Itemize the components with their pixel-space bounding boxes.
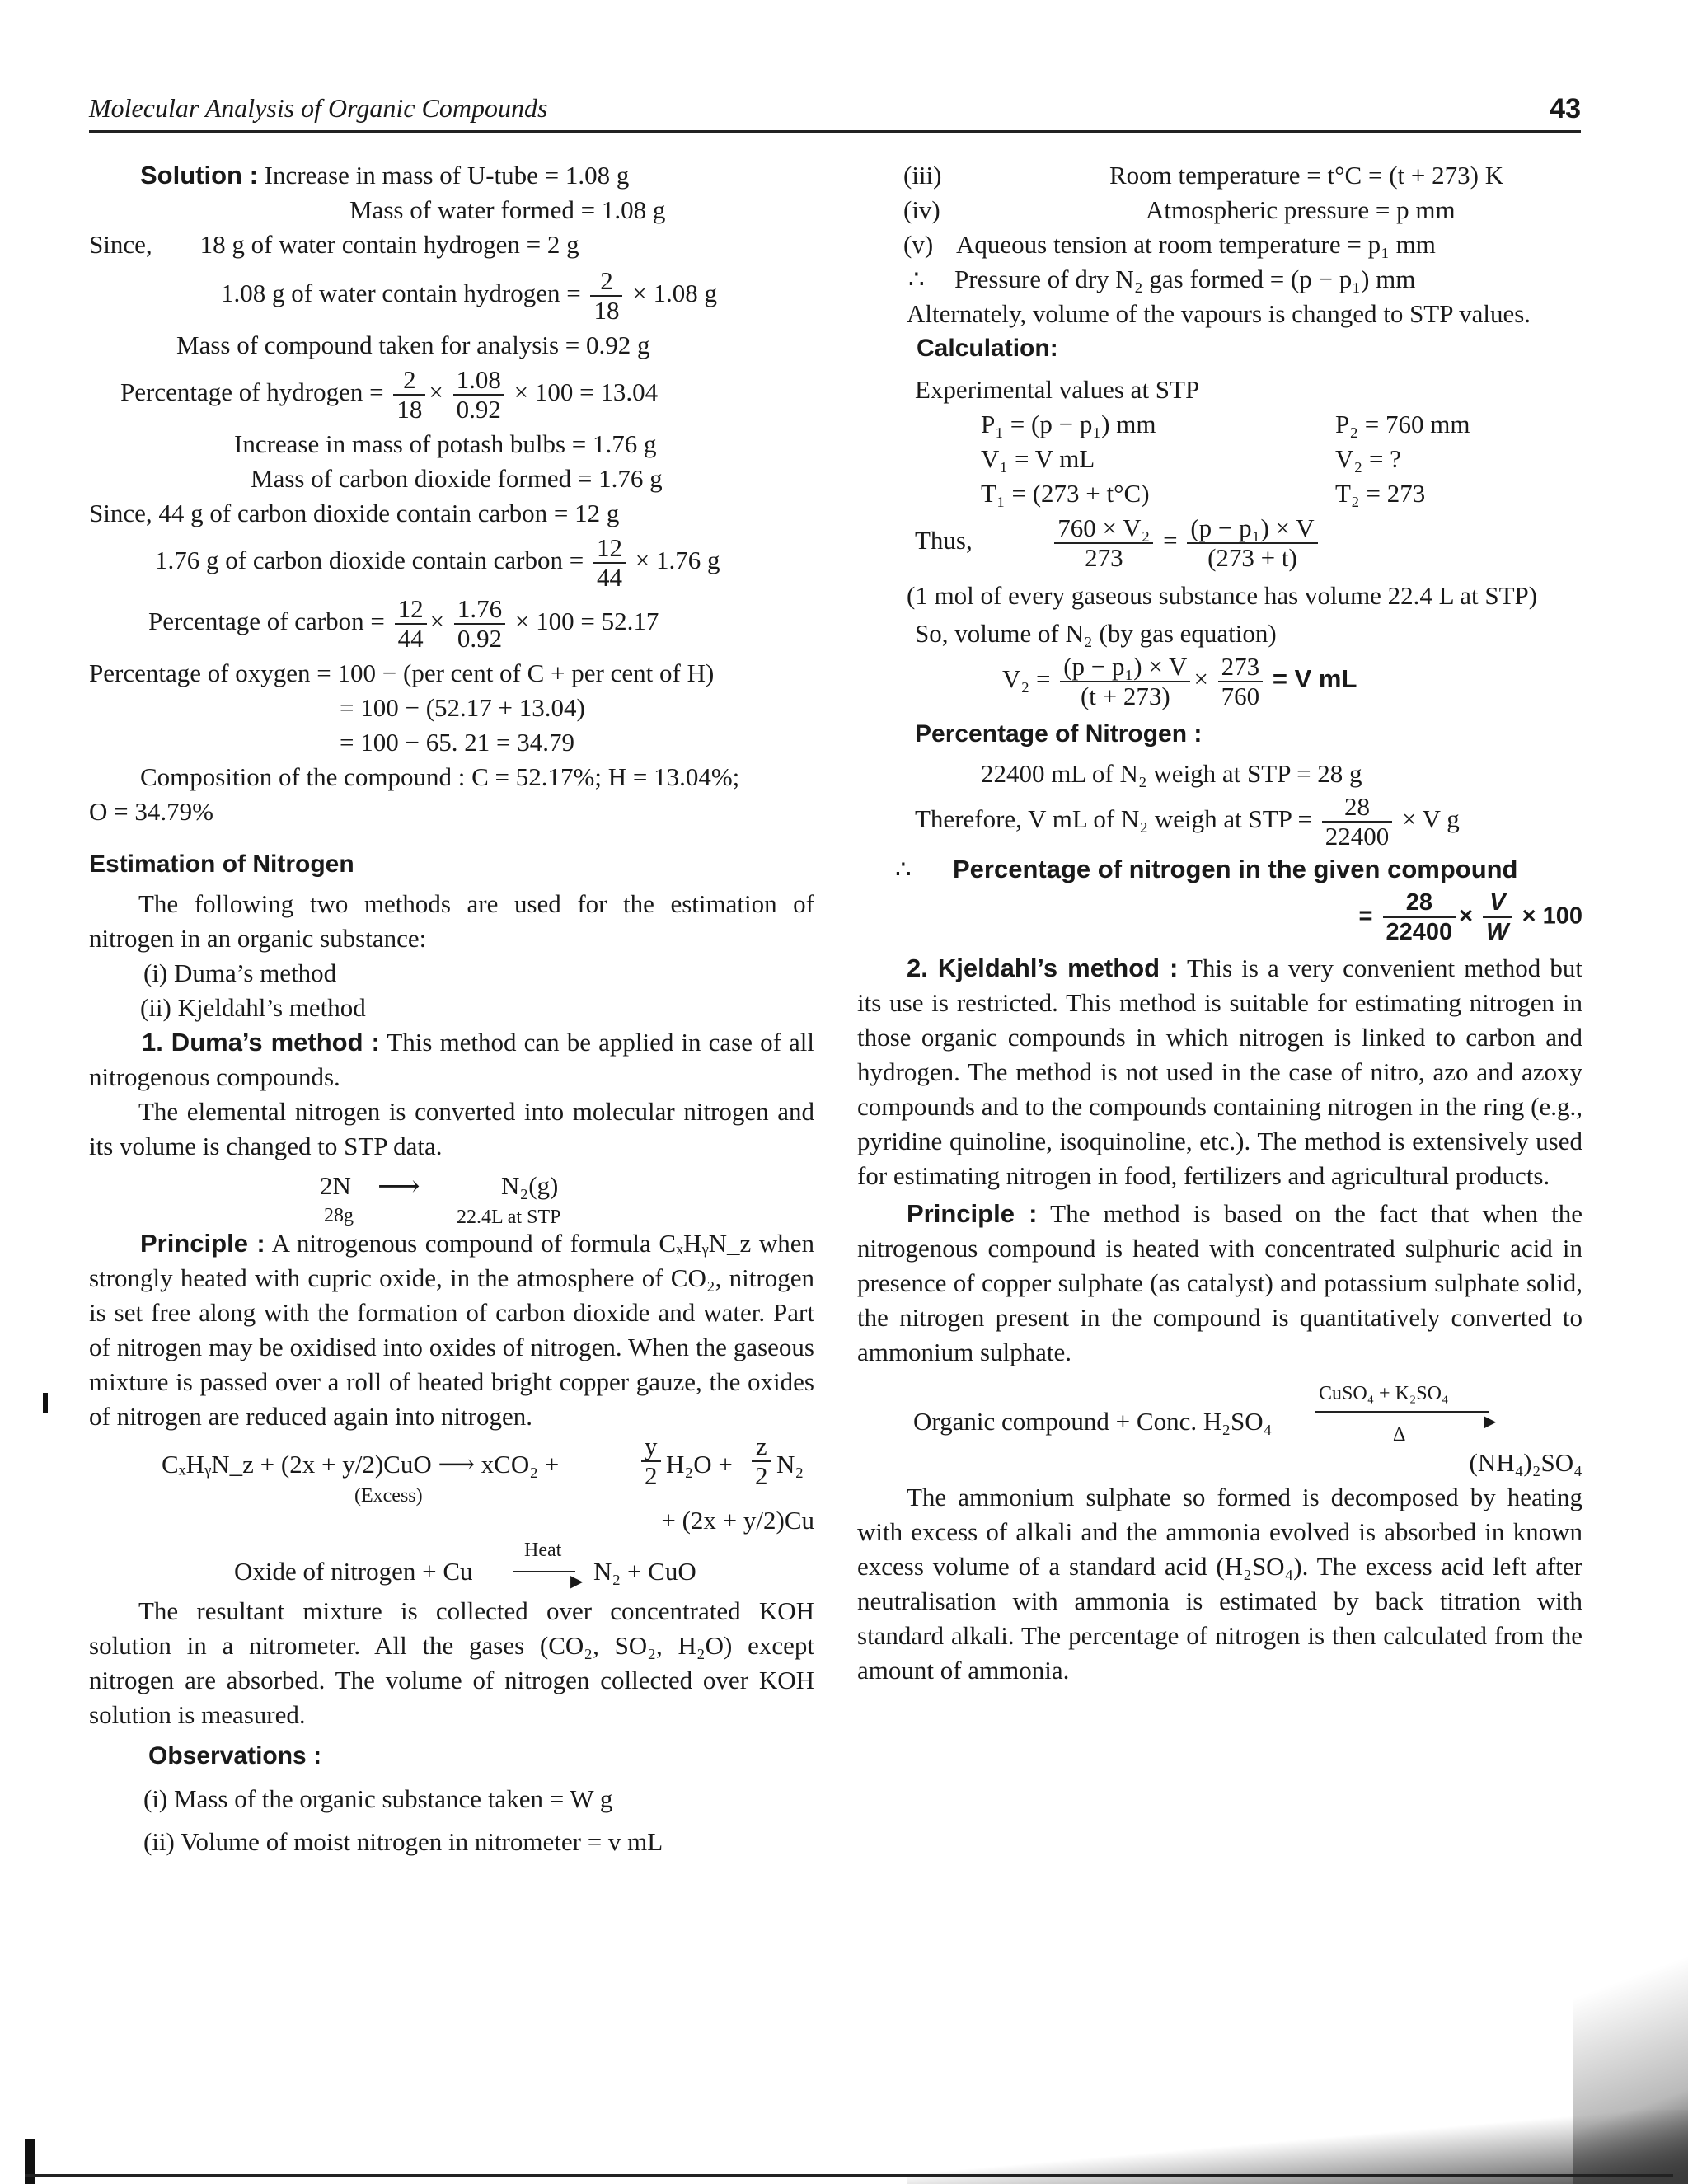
- arrow: [513, 1571, 575, 1572]
- text-line: × 100 = 13.04: [513, 377, 659, 407]
- text-line: Thus,: [915, 526, 973, 555]
- list-item: (i) Duma’s method: [143, 958, 337, 987]
- result: = V mL: [1272, 664, 1357, 694]
- fraction: $\frac{y}{2}$: [641, 1432, 661, 1490]
- text-line: × V g: [1402, 804, 1460, 834]
- reaction-equation: [89, 1432, 814, 1538]
- table-cell: T₂ = 273: [1335, 479, 1426, 508]
- section-heading: Observations :: [148, 1742, 322, 1769]
- arrow: [1315, 1411, 1489, 1413]
- text-line: Composition of the compound : C = 52.17%; H = 13.04%;: [140, 762, 740, 791]
- list-marker: (v): [903, 230, 934, 259]
- bottom-rule: [25, 2174, 1673, 2177]
- reaction-text: N₂: [776, 1450, 804, 1479]
- subsection-heading: 1. Duma’s method :: [142, 1028, 380, 1057]
- table-cell: V₂ = ?: [1335, 444, 1401, 473]
- text-line: V₂ =: [1002, 664, 1051, 694]
- text-line: Percentage of nitrogen in the given compound: [953, 855, 1518, 883]
- volume-label: 22.4L at STP: [457, 1207, 561, 1228]
- text-line: So, volume of N₂ (by gas equation): [915, 619, 1277, 648]
- product: N₂(g): [501, 1171, 559, 1200]
- text-line: Increase in mass of potash bulbs = 1.76 g: [234, 429, 657, 458]
- arrow: ⟶: [377, 1169, 420, 1202]
- catalyst-label: CuSO₄ + K₂SO₄: [1319, 1383, 1449, 1404]
- fraction: $\frac{28}{22400}$: [1383, 888, 1456, 946]
- subsection-heading: 2. Kjeldahl’s method :: [907, 954, 1179, 982]
- list-item: (ii) Volume of moist nitrogen in nitrometer = v mL: [143, 1827, 663, 1856]
- page-number: 43: [1550, 93, 1581, 124]
- reaction-equation: [89, 1540, 814, 1589]
- therefore-symbol: ∴: [908, 265, 925, 293]
- mass-label: 28g: [324, 1205, 354, 1226]
- text-line: Room temperature = t°C = (t + 273) K: [1109, 161, 1504, 190]
- text-line: Mass of carbon dioxide formed = 1.76 g: [251, 464, 663, 493]
- reaction-text: H₂O +: [666, 1450, 733, 1479]
- equals: =: [1163, 526, 1178, 555]
- text-line: Therefore, V mL of N₂ weigh at STP =: [915, 804, 1312, 834]
- text-line: × 1.76 g: [635, 546, 720, 575]
- text-line: 18 g of water contain hydrogen = 2 g: [199, 230, 579, 259]
- excess-label: (Excess): [354, 1485, 423, 1507]
- table-cell: V₁ = V mL: [981, 444, 1095, 473]
- text-line: × 100 = 52.17: [514, 607, 659, 636]
- reaction-equation: [857, 1376, 1582, 1475]
- text-line: Experimental values at STP: [915, 375, 1200, 404]
- fraction: $\frac{1.08}{0.92}$: [453, 366, 504, 424]
- paragraph: The following two methods are used for the estimation of nitrogen in an organic substance:: [89, 889, 814, 953]
- text-line: Mass of water formed = 1.08 g: [349, 195, 666, 224]
- paragraph: A nitrogenous compound of formula CₓHᵧN_z when strongly heated with cupric oxide, in the atmosphere of CO₂, nitrogen is set free along with the formation of carbon dioxide and water. Part of nitrogen may be oxidised into oxides of nitrogen. When the gaseous mixture is passed over a roll of heated bright copper gauze, the oxides of nitrogen are reduced again into nitrogen.: [89, 1229, 814, 1431]
- arrow-head: ▶: [1484, 1413, 1497, 1431]
- fraction: $\frac{2}{18}$: [590, 267, 622, 325]
- text-line: Atmospheric pressure = p mm: [1146, 195, 1456, 224]
- equals: =: [1358, 902, 1373, 930]
- left-column: Solution : Increase in mass of U-tube = 1.08 g Mass of water formed = 1.08 g Since, 18 g of water contain hydrogen = 2 g 1.08 g of water contain hydrogen = $\frac{2}{18}$ × 1.08 g Mass of compound taken for analysis = 0.92 g Percentage of hydrogen = $\frac{2}{18}$ × $\frac{1.08}{0.92}$ × 100 = 13.04 Increase in mass of potash bulbs = 1.76 g Mass of carbon dioxide formed = 1.76 g Since, 44 g of carbon dioxide contain carbon = 12 g 1.76 g of carbon dioxide contain carbon = $\frac{12}{44}$ × 1.76 g Percentage of carbon = $\frac{12}{44}$ × $\frac{1.76}{0.92}$ × 100 = 52.17 Percentage of oxygen = 100 − (per cent of C + per cent of H) = 100 − (52.17 + 13.04) = 100 − 65. 21 = 34.79 Composition of the compound : C = 52.17%; H = 13.04%; O = 34.79% Estimation of Nitrogen The following two methods are used for the estimation of nitrogen in an organic substance: (i) Duma’s method (ii) Kjeldahl’s method 1. Duma’s method : This method can be applied in case of all nitrogenous compounds. The elemental nitrogen is converted into molecular nitrogen and its volume is changed to STP data. 2N ⟶ N₂(g) 28g 22.4L at STP Principle : A nitrogenous compound of formula CₓHᵧN_z when strongly heated with cupric oxide, in the atmosphere of CO₂, nitrogen is set free along with the formation of carbon dioxide and water. Part of nitrogen may be oxidised into oxides of nitrogen. When the gaseous mixture is passed over a roll of heated bright copper gauze, the oxides of nitrogen are reduced again into nitrogen. CₓHᵧN_z + (2x + y/2)CuO ⟶ xCO₂ + $\frac{y}{2}$ H₂O + $\frac{z}{2}$ N₂ (Excess) + (2x + y/2)Cu Oxide of nitrogen + Cu Heat ▶ N₂ + CuO The resultant mixture is collected over concentrated KOH solution in a nitrometer. All the gases (CO₂, SO₂, H₂O) except nitrogen are absorbed. The volume of nitrogen collected over KOH solution is measured. Observations : (i) Mass of the organic substance taken = W g (ii) Volume of moist nitrogen in nitrometer = v mL: [89, 158, 814, 1859]
- paragraph: The elemental nitrogen is converted into molecular nitrogen and its volume is changed to STP data.: [89, 1097, 814, 1160]
- fraction: $\frac{\text{760 × V₂}}{273}$: [1054, 514, 1153, 572]
- reactant: 2N: [320, 1171, 351, 1200]
- list-marker: (iii): [903, 161, 942, 190]
- fraction: $\frac{1.76}{0.92}$: [454, 595, 505, 653]
- table-cell: P₁ = (p − p₁) mm: [981, 410, 1156, 438]
- reaction-text: CₓHᵧN_z + (2x + y/2)CuO ⟶ xCO₂ +: [162, 1450, 560, 1479]
- fraction: $\frac{273}{760}$: [1218, 653, 1264, 710]
- paragraph: The ammonium sulphate so formed is decomposed by heating with excess of alkali and the ammonia evolved is absorbed in known excess volume of a standard acid (H₂SO₄). The excess acid left after neutralisation with ammonia is estimated by back titration with standard alkali. The percentage of nitrogen is then calculated from the amount of ammonia.: [857, 1483, 1582, 1685]
- fraction: $\frac{V}{W}$: [1483, 888, 1512, 946]
- page-shadow-bottom: [907, 2110, 1688, 2184]
- reaction-text: Oxide of nitrogen + Cu: [234, 1557, 473, 1586]
- paragraph: This is a very convenient method but its use is restricted. This method is suitable for estimating nitrogen in those organic compounds in which nitrogen is linked to carbon and hydrogen. The method is not used in the case of nitro, azo and azoxy compounds and to the compounds containing nitrogen in the ring (e.g., pyridine quinoline, isoquinoline, etc.). The method is extensively used for estimating nitrogen in food, fertilizers and agricultural products.: [857, 954, 1582, 1190]
- table-cell: T₁ = (273 + t°C): [981, 479, 1150, 508]
- reaction-text: + (2x + y/2)Cu: [661, 1506, 814, 1535]
- text-line: Pressure of dry N₂ gas formed = (p − p₁) mm: [954, 265, 1416, 293]
- heat-label: Heat: [524, 1540, 562, 1561]
- paragraph: Alternately, volume of the vapours is changed to STP values.: [907, 299, 1531, 328]
- values-table: [973, 407, 1479, 511]
- list-item: (i) Mass of the organic substance taken = W g: [143, 1784, 613, 1813]
- right-column: (iii) Room temperature = t°C = (t + 273) K (iv) Atmospheric pressure = p mm (v) Aqueous tension at room temperature = p₁ mm ∴ Pressure of dry N₂ gas formed = (p − p₁) mm Alternately, volume of the vapours is changed to STP values. Calculation: Experimental values at STP P₁ = (p − p₁) mm P₂ = 760 mm V₁ = V mL V₂ = ? T₁ = (273 + t°C) T₂ = 273 Thus, $\frac{\text{760 × V₂}}{273}$ = $\frac{\text{(p − p₁) × V}}{(273 + t)}$ (1 mol of every gaseous substance has volume 22.4 L at STP) So, volume of N₂ (by gas equation) V₂ = $\frac{\text{(p − p₁) × V}}{(t + 273)}$ × $\frac{273}{760}$ = V mL Percentage of Nitrogen : 22400 mL of N₂ weigh at STP = 28 g Therefore, V mL of N₂ weigh at STP = $\frac{28}{22400}$ × V g ∴ Percentage of nitrogen in the given compound = $\frac{28}{22400}$ × $\frac{V}{W}$ × 100 2. Kjeldahl’s method : This is a very convenient method but its use is restricted. This method is suitable for estimating nitrogen in those organic compounds in which nitrogen is linked to carbon and hydrogen. The method is not used in the case of nitro, azo and azoxy compounds and to the compounds containing nitrogen in the ring (e.g., pyridine quinoline, isoquinoline, etc.). The method is extensively used for estimating nitrogen in food, fertilizers and agricultural products. Principle : The method is based on the fact that when the nitrogenous compound is heated with concentrated sulphuric acid in presence of copper sulphate (as catalyst) and potassium sulphate solid, the nitrogen present in the compound is quantitatively converted to ammonium sulphate. Organic compound + Conc. H₂SO₄ CuSO₄ + K₂SO₄ ▶ Δ (NH₄)₂SO₄ The ammonium sulphate so formed is decomposed by heating with excess of alkali and the ammonia evolved is absorbed in known excess volume of a standard acid (H₂SO₄). The excess acid left after neutralisation with ammonia is estimated by back titration with standard alkali. The percentage of nitrogen is then calculated from the amount of ammonia.: [857, 158, 1582, 1688]
- chapter-title: Molecular Analysis of Organic Compounds: [89, 93, 548, 123]
- page-header: [89, 93, 1581, 133]
- text-line: Percentage of hydrogen =: [120, 377, 384, 407]
- fraction: $\frac{\text{(p − p₁) × V}}{(t + 273)}$: [1060, 653, 1190, 710]
- list-item: (ii) Kjeldahl’s method: [140, 993, 366, 1022]
- section-heading: Calculation:: [917, 335, 1058, 362]
- principle-label: Principle :: [907, 1199, 1038, 1228]
- text-line: × 1.08 g: [632, 279, 717, 308]
- text-line: Since, 44 g of carbon dioxide contain carbon = 12 g: [89, 499, 620, 527]
- fraction: $\frac{2}{18}$: [393, 366, 425, 424]
- fraction: $\frac{28}{22400}$: [1322, 793, 1393, 851]
- text-line: Increase in mass of U-tube = 1.08 g: [264, 161, 630, 190]
- fraction: $\frac{\text{(p − p₁) × V}}{(273 + t)}$: [1187, 514, 1317, 572]
- reaction-text: N₂ + CuO: [593, 1557, 696, 1586]
- product: (NH₄)₂SO₄: [1469, 1448, 1582, 1477]
- arrow-head: ▶: [570, 1572, 584, 1591]
- fraction: $\frac{z}{2}$: [752, 1432, 771, 1490]
- text-line: 1.08 g of water contain hydrogen =: [221, 279, 581, 308]
- fraction: $\frac{12}{44}$: [593, 534, 626, 592]
- text-line: Percentage of carbon =: [148, 607, 385, 636]
- paragraph: The resultant mixture is collected over concentrated KOH solution in a nitrometer. All the gases (CO₂, SO₂, H₂O) except nitrogen are absorbed. The volume of nitrogen collected over KOH solution is measured.: [89, 1596, 814, 1729]
- text-line: Mass of compound taken for analysis = 0.92 g: [176, 330, 650, 359]
- text-line: Aqueous tension at room temperature = p₁ mm: [956, 230, 1436, 259]
- text-line: Since,: [89, 230, 152, 259]
- text-line: = 100 − 65. 21 = 34.79: [340, 728, 574, 757]
- reaction-equation: [89, 1169, 814, 1226]
- list-marker: (iv): [903, 195, 940, 224]
- table-cell: P₂ = 760 mm: [1335, 410, 1470, 438]
- paragraph: The method is based on the fact that when the nitrogenous compound is heated with concentrated sulphuric acid in presence of copper sulphate (as catalyst) and potassium sulphate solid, the nitrogen present in the compound is quantitatively converted to ammonium sulphate.: [857, 1199, 1582, 1366]
- margin-mark: [43, 1393, 48, 1413]
- principle-label: Principle :: [140, 1229, 265, 1258]
- reaction-text: Organic compound + Conc. H₂SO₄: [913, 1407, 1273, 1436]
- section-heading: Estimation of Nitrogen: [89, 851, 354, 878]
- heat-symbol: Δ: [1393, 1424, 1406, 1446]
- text-line: = 100 − (52.17 + 13.04): [340, 693, 585, 722]
- paragraph: (1 mol of every gaseous substance has volume 22.4 L at STP): [907, 581, 1538, 610]
- text-line: 1.76 g of carbon dioxide contain carbon =: [155, 546, 584, 575]
- section-heading: Percentage of Nitrogen :: [915, 720, 1203, 748]
- text-line: Percentage of oxygen = 100 − (per cent of C + per cent of H): [89, 658, 715, 687]
- fraction: $\frac{12}{44}$: [395, 595, 427, 653]
- text-line: 22400 mL of N₂ weigh at STP = 28 g: [981, 759, 1362, 788]
- text-line: × 100: [1522, 902, 1582, 930]
- solution-label: Solution :: [140, 161, 258, 190]
- paragraph: This method can be applied in case of all nitrogenous compounds.: [89, 1028, 814, 1091]
- text-line: O = 34.79%: [89, 797, 213, 826]
- therefore-symbol: ∴: [895, 855, 912, 883]
